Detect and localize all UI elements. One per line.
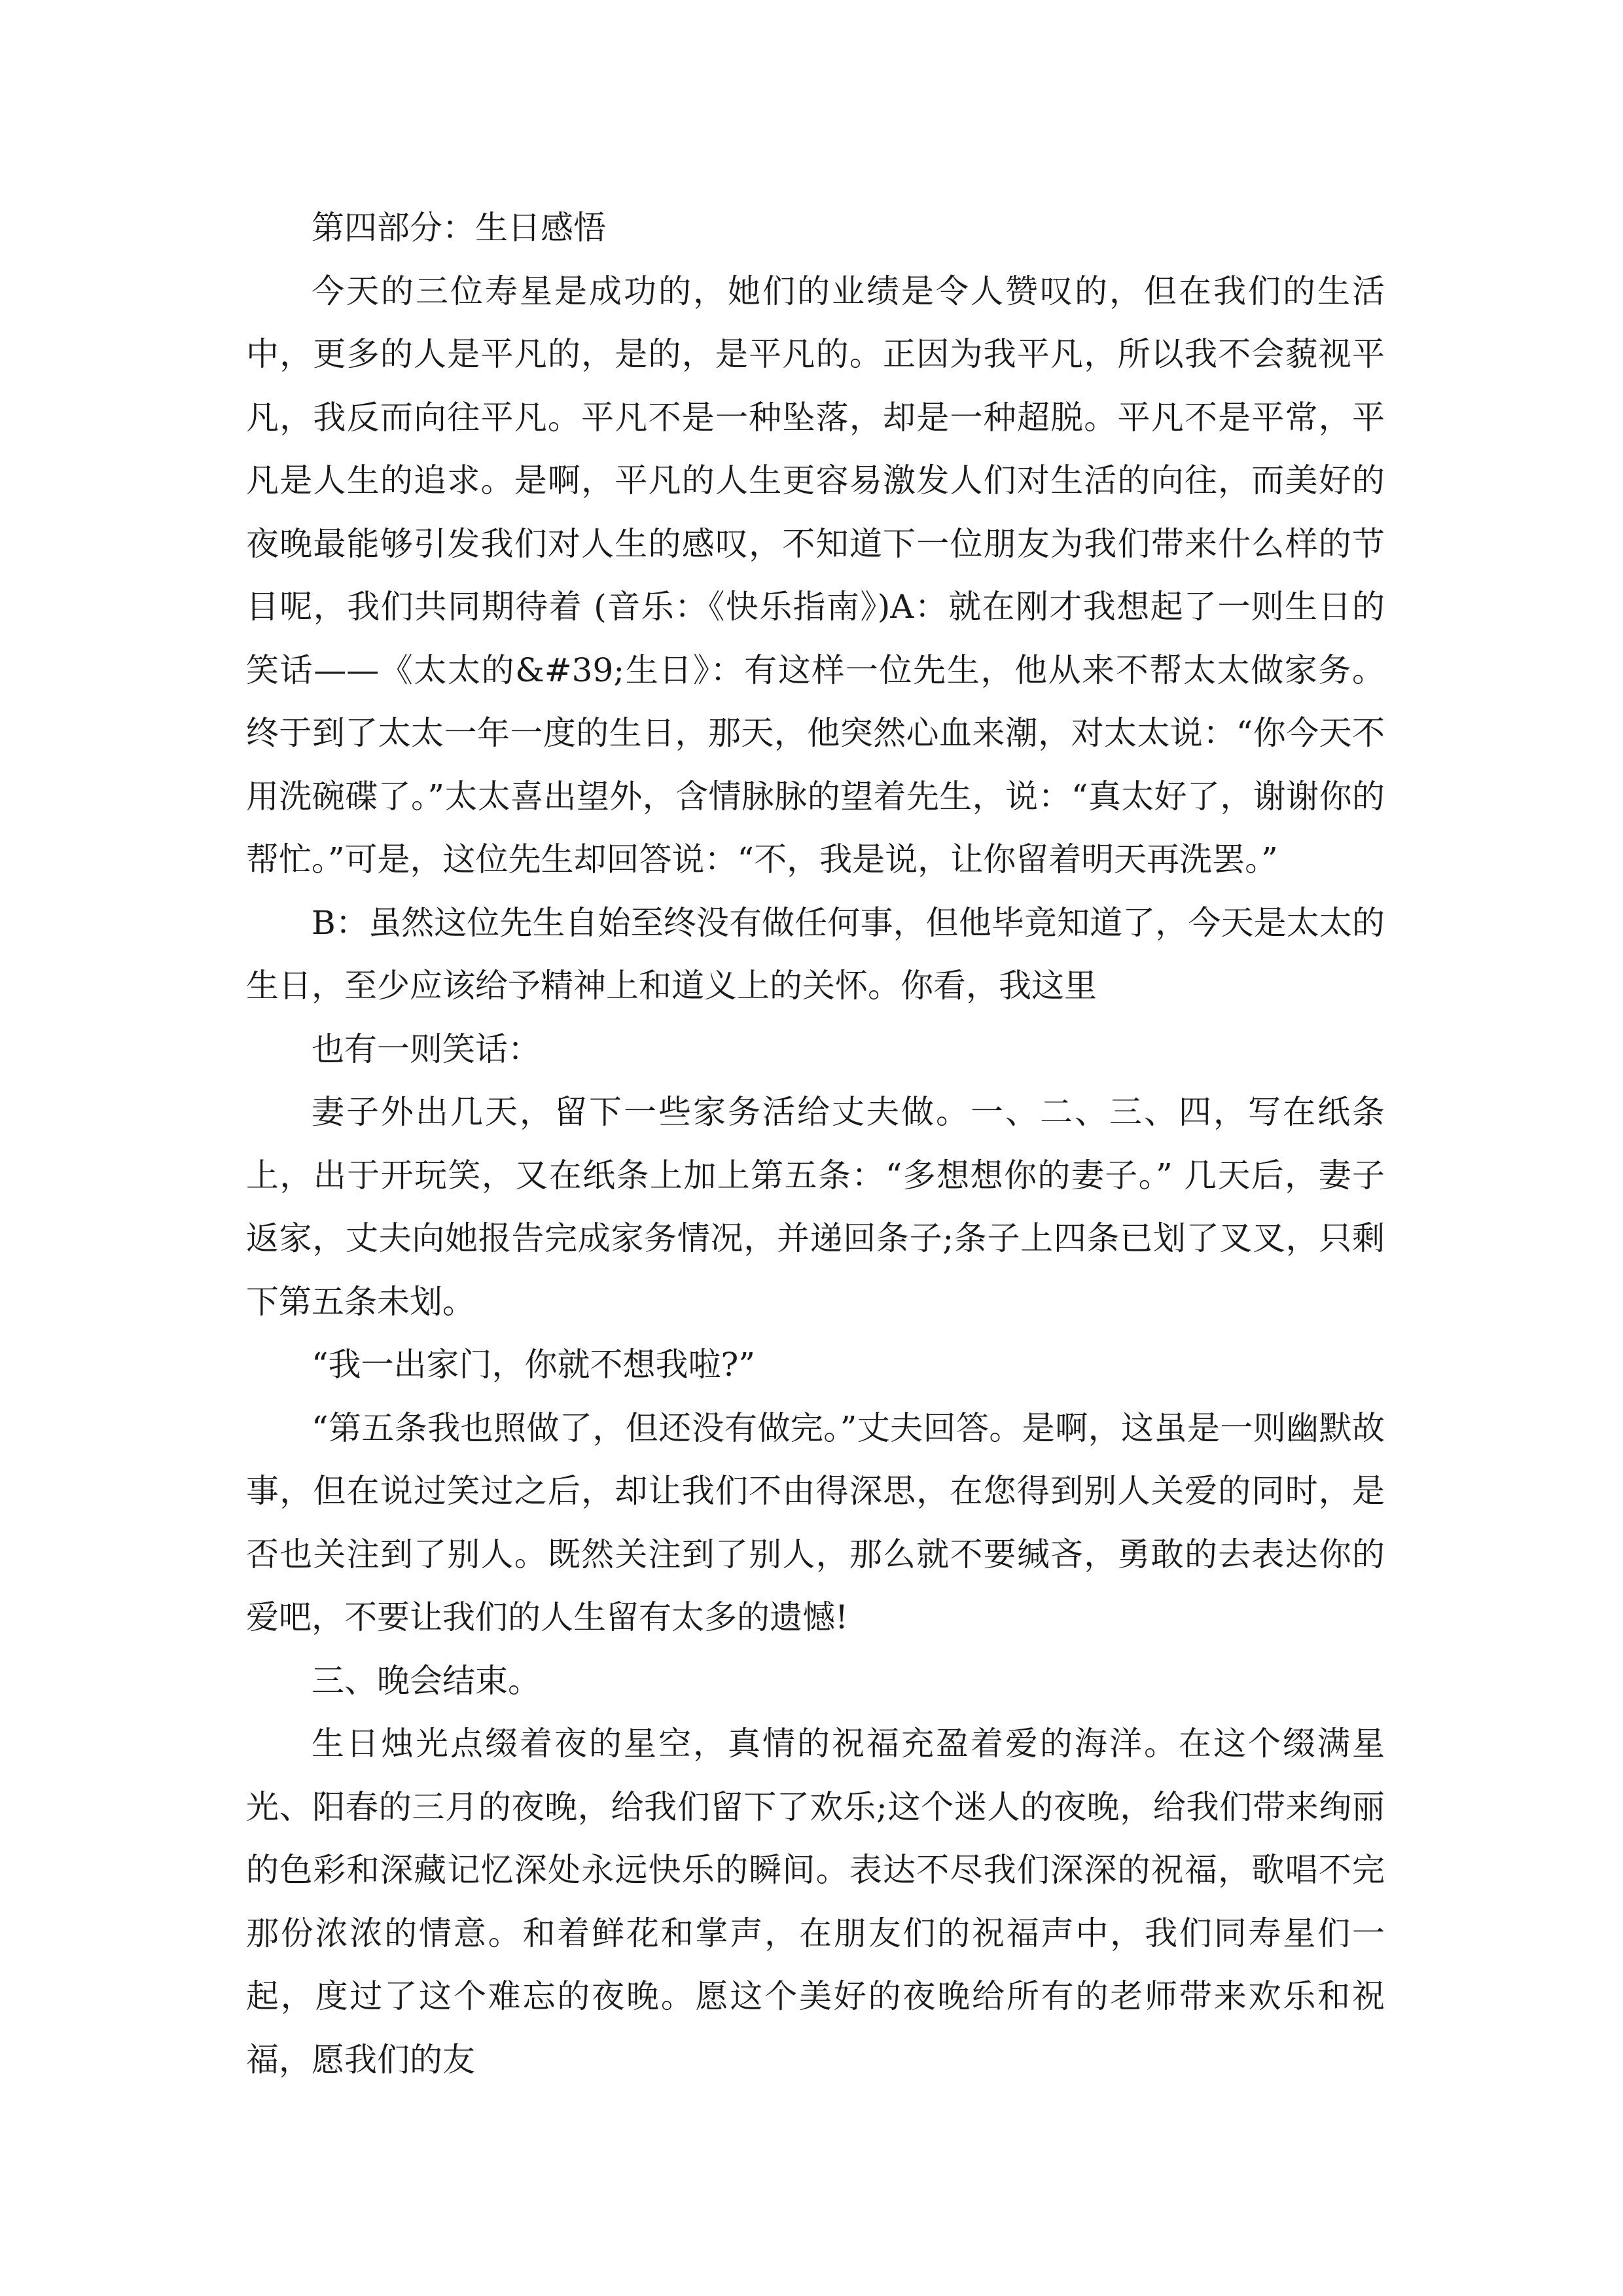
paragraph: 妻子外出几天，留下一些家务活给丈夫做。一、二、三、四，写在纸条上，出于开玩笑，又在纸条上加上第五条：“多想想你的妻子。” 几天后，妻子返家，丈夫向她报告完成家务情况，并递回条子;条子上四条已划了叉叉，只剩下第五条未划。 <box>246 1093 1385 1321</box>
paragraph: “我一出家门，你就不想我啦?” <box>312 1346 755 1384</box>
document-body <box>246 196 1385 2091</box>
paragraph: 生日烛光点缀着夜的星空，真情的祝福充盈着爱的海洋。在这个缀满星光、阳春的三月的夜晚，给我们留下了欢乐;这个迷人的夜晚，给我们带来绚丽的色彩和深藏记忆深处永远快乐的瞬间。表达不尽我们深深的祝福，歌唱不完那份浓浓的情意。和着鲜花和掌声，在朋友们的祝福声中，我们同寿星们一起，度过了这个难忘的夜晚。愿这个美好的夜晚给所有的老师带来欢乐和祝福，愿我们的友 <box>246 1725 1385 2079</box>
paragraph: “第五条我也照做了，但还没有做完。”丈夫回答。是啊，这虽是一则幽默故事，但在说过笑过之后，却让我们不由得深思，在您得到别人关爱的同时，是否也关注到了别人。既然关注到了别人，那么就不要缄吝，勇敢的去表达你的爱吧，不要让我们的人生留有太多的遗憾! <box>246 1408 1385 1636</box>
section-heading: 三、晚会结束。 <box>312 1661 541 1700</box>
paragraph: 今天的三位寿星是成功的，她们的业绩是令人赞叹的，但在我们的生活中，更多的人是平凡的，是的，是平凡的。正因为我平凡，所以我不会藐视平凡，我反而向往平凡。平凡不是一种坠落，却是一种超脱。平凡不是平常，平凡是人生的追求。是啊，平凡的人生更容易激发人们对生活的向往，而美好的夜晚最能够引发我们对人生的感叹，不知道下一位朋友为我们带来什么样的节目呢，我们共同期待着 (音乐：《快乐指南》)A：就在刚才我想起了一则生日的笑话——《太太的&#39;生日》：有这样一位先生，他从来不帮太太做家务。终于到了太太一年一度的生日，那天，他突然心血来潮，对太太说：“你今天不用洗碗碟了。”太太喜出望外，含情脉脉的望着先生，说：“真太好了，谢谢你的帮忙。”可是，这位先生却回答说：“不，我是说，让你留着明天再洗罢。” <box>246 272 1385 878</box>
section-heading: 第四部分：生日感悟 <box>312 209 606 247</box>
paragraph: 也有一则笑话： <box>312 1030 541 1068</box>
paragraph: B：虽然这位先生自始至终没有做任何事，但他毕竟知道了，今天是太太的生日，至少应该给予精神上和道义上的关怀。你看，我这里 <box>246 903 1385 1005</box>
